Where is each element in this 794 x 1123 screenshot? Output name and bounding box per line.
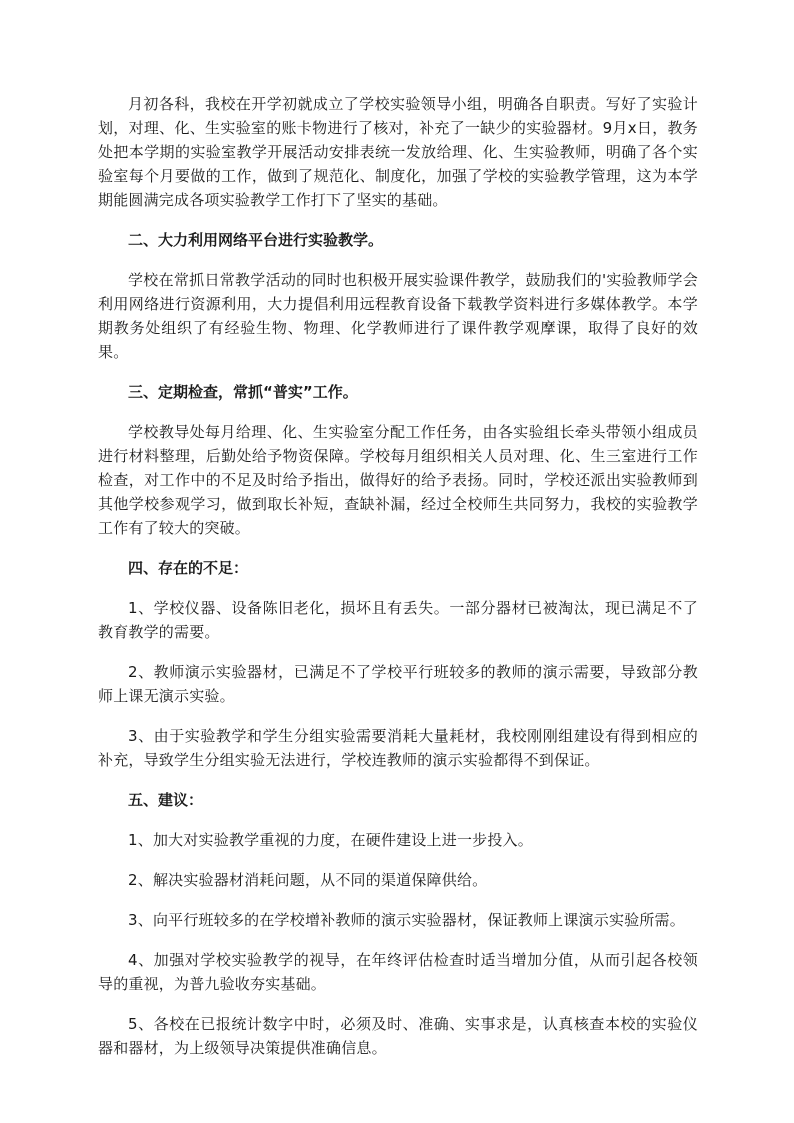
list-item-suggestion-4: 4、加强对学校实验教学的视导，在年终评估检查时适当增加分值，从而引起各校领导的重视，为普九验收夯实基础。	[98, 951, 698, 993]
list-item-suggestion-1: 1、加大对实验教学重视的力度，在硬件建设上进一步投入。	[128, 831, 533, 849]
paragraph-intro: 月初各科，我校在开学初就成立了学校实验领导小组，明确各自职责。写好了实验计划，对理、化、生实验室的账卡物进行了核对，补充了一缺少的实验器材。9月x日，教务处把本学期的实验室教学开展活动安排表统一发放给理、化、生实验教师，明确了各个实验室每个月要做的工作，做到了规范化、制度化，加强了学校的实验教学管理，这为本学期能圆满完成各项实验教学工作打下了坚实的基础。	[98, 95, 698, 209]
document-page	[98, 92, 698, 1076]
list-item-shortcoming-2: 2、教师演示实验器材，已满足不了学校平行班较多的教师的演示需要，导致部分教师上课无演示实验。	[98, 663, 698, 705]
list-item-shortcoming-3: 3、由于实验教学和学生分组实验需要消耗大量耗材，我校刚刚组建设有得到相应的补充，导致学生分组实验无法进行，学校连教师的演示实验都得不到保证。	[98, 727, 698, 769]
list-item-suggestion-3: 3、向平行班较多的在学校增补教师的演示实验器材，保证教师上课演示实验所需。	[128, 911, 685, 929]
list-item-suggestion-2: 2、解决实验器材消耗问题，从不同的渠道保障供给。	[128, 871, 488, 889]
paragraph-section-2: 学校在常抓日常教学活动的同时也积极开展实验课件教学，鼓励我们的'实验教师学会利用网络进行资源利用，大力提倡利用远程教育设备下载教学资料进行多媒体教学。本学期教务处组织了有经验生物、物理、化学教师进行了课件教学观摩课，取得了良好的效果。	[98, 271, 698, 361]
list-item-suggestion-5: 5、各校在已报统计数字中时，必须及时、准确、实事求是，认真核查本校的实验仪器和器材，为上级领导决策提供准确信息。	[98, 1015, 698, 1057]
section-heading-5: 五、建议：	[128, 791, 204, 809]
section-heading-2: 二、大力利用网络平台进行实验教学。	[128, 231, 384, 249]
section-heading-4: 四、存在的不足：	[128, 559, 249, 577]
paragraph-section-3: 学校教导处每月给理、化、生实验室分配工作任务，由各实验组长牵头带领小组成员进行材料整理，后勤处给予物资保障。学校每月组织相关人员对理、化、生三室进行工作检查，对工作中的不足及时给予指出，做得好的给予表扬。同时，学校还派出实验教师到其他学校参观学习，做到取长补短，查缺补漏，经过全校师生共同努力，我校的实验教学工作有了较大的突破。	[98, 423, 698, 537]
list-item-shortcoming-1: 1、学校仪器、设备陈旧老化，损坏且有丢失。一部分器材已被淘汰，现已满足不了教育教学的需要。	[98, 599, 698, 641]
section-heading-3: 三、定期检查，常抓“普实”工作。	[128, 383, 358, 401]
